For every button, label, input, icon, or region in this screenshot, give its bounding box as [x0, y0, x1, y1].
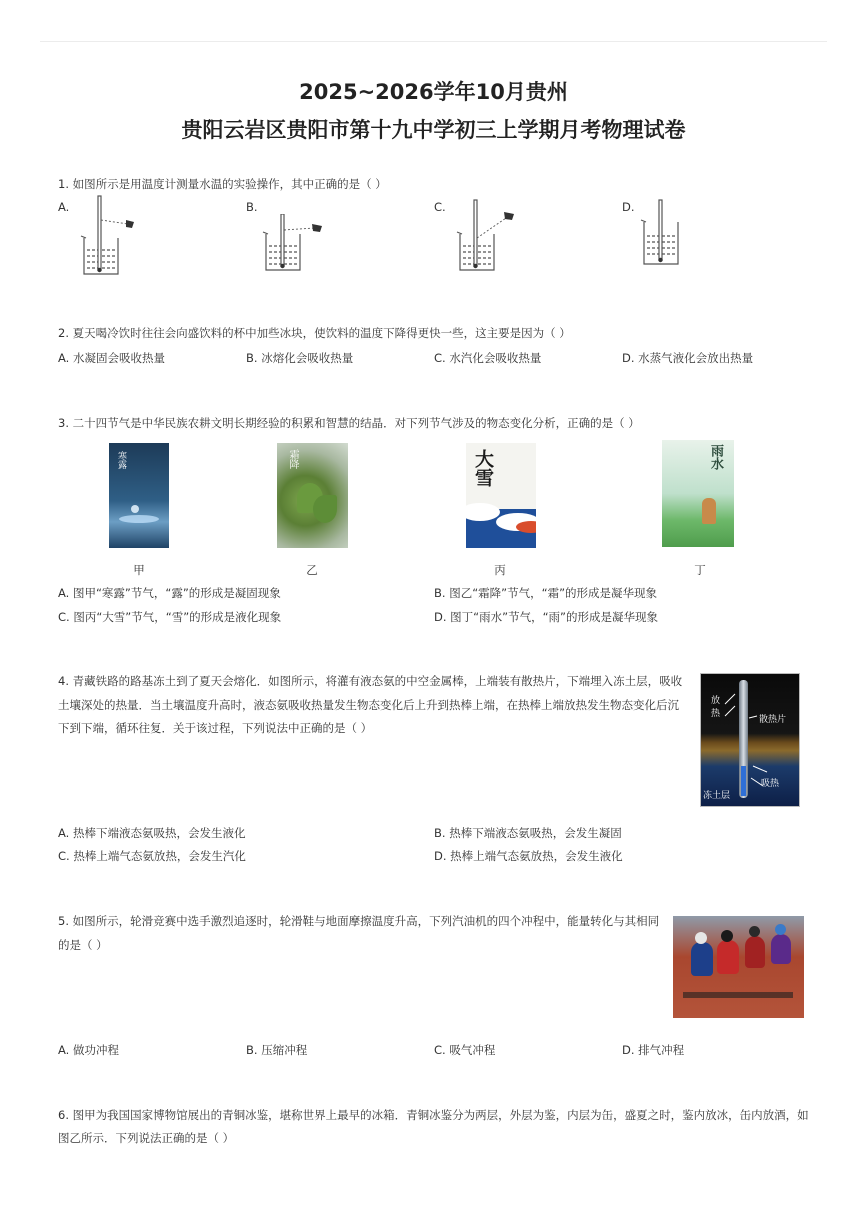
q2-option-b: B. 冰熔化会吸收热量 [246, 351, 354, 365]
q2-option-c: C. 水汽化会吸收热量 [434, 351, 542, 365]
question-3-stem: 3. 二十四节气是中华民族农耕文明长期经验的积累和智慧的结晶．对下列节气涉及的物态变化分析，正确的是（ ） [58, 416, 640, 430]
poster-hanlu-text: 寒露 [116, 451, 126, 469]
question-6-stem-line2: 图乙所示．下列说法正确的是（ ） [58, 1131, 235, 1145]
page-title-line1: 2025~2026学年10月贵州 [299, 80, 568, 104]
q3-option-c: C. 图丙“大雪”节气，“雪”的形成是液化现象 [58, 610, 282, 624]
question-4-stem-line3: 下到下端，循环往复．关于该过程，下列说法中正确的是（ ） [58, 721, 373, 735]
question-4-stem-line1: 4. 青藏铁路的路基冻土到了夏天会熔化．如图所示，将灌有液态氨的中空金属棒，上端装有散热片，下端埋入冻土层，吸收 [58, 674, 683, 688]
poster-daxue-text: 大雪 [472, 449, 494, 487]
q1-figure-a [76, 194, 146, 278]
poster-yushui-text: 雨水 [708, 444, 723, 470]
q4-option-d: D. 热棒上端气态氨放热，会发生液化 [434, 849, 623, 863]
q3-option-d: D. 图丁“雨水”节气，“雨”的形成是凝华现象 [434, 610, 658, 624]
q4-label-re: 热 [711, 709, 721, 719]
q4-option-b: B. 热棒下端液态氨吸热，会发生凝固 [434, 826, 622, 840]
poster-shuangjiang-text: 霜降 [287, 449, 298, 469]
q3-poster-shuangjiang [277, 443, 348, 548]
q5-skating-photo [673, 916, 804, 1018]
page-title-line2: 贵阳云岩区贵阳市第十九中学初三上学期月考物理试卷 [181, 118, 686, 142]
q3-poster-hanlu [109, 443, 169, 548]
q4-option-a: A. 热棒下端液态氨吸热，会发生液化 [58, 826, 246, 840]
q1-option-b: B. [246, 200, 258, 214]
question-5-stem-line1: 5. 如图所示，轮滑竞赛中选手激烈追逐时，轮滑鞋与地面摩擦温度升高，下列汽油机的四个冲程中，能量转化与其相同 [58, 914, 660, 928]
q3-caption-jia: 甲 [133, 563, 145, 577]
q3-caption-ding: 丁 [694, 563, 706, 577]
q1-option-a: A. [58, 200, 70, 214]
q3-caption-yi: 乙 [306, 563, 318, 577]
q4-option-c: C. 热棒上端气态氨放热，会发生汽化 [58, 849, 246, 863]
q3-option-a: A. 图甲“寒露”节气，“露”的形成是凝固现象 [58, 586, 281, 600]
q4-label-sanrepian: 散热片 [759, 715, 787, 725]
q4-label-fang: 放 [711, 696, 721, 706]
header-divider [40, 41, 827, 42]
q1-option-d: D. [622, 200, 635, 214]
question-2-stem: 2. 夏天喝冷饮时往往会向盛饮料的杯中加些冰块，使饮料的温度下降得更快一些，这主要是因为（ ） [58, 326, 571, 340]
q3-poster-daxue [466, 443, 536, 548]
q5-option-b: B. 压缩冲程 [246, 1043, 308, 1057]
q2-option-d: D. 水蒸气液化会放出热量 [622, 351, 754, 365]
question-6-stem-line1: 6. 图甲为我国国家博物馆展出的青铜冰鉴，堪称世界上最早的冰箱．青铜冰鉴分为两层，外层为鉴，内层为缶，盛夏之时，鉴内放冰，缶内放酒，如 [58, 1108, 809, 1122]
q5-option-c: C. 吸气冲程 [434, 1043, 496, 1057]
q4-label-dongtuceng: 冻土层 [703, 791, 731, 801]
question-4-stem-line2: 土壤深处的热量．当土壤温度升高时，液态氨吸收热量发生物态变化后上升到热棒上端，在热棒上端放热发生物态变化后沉 [58, 698, 679, 712]
q5-option-a: A. 做功冲程 [58, 1043, 119, 1057]
q4-label-xire: 吸热 [761, 779, 780, 789]
q3-caption-bing: 丙 [494, 563, 506, 577]
q1-option-c: C. [434, 200, 446, 214]
question-5-stem-line2: 的是（ ） [58, 938, 108, 952]
q4-heat-pipe-figure [700, 673, 800, 807]
q1-figure-c [452, 198, 524, 274]
q5-option-d: D. 排气冲程 [622, 1043, 685, 1057]
q1-figure-d [640, 198, 690, 270]
q3-option-b: B. 图乙“霜降”节气，“霜”的形成是凝华现象 [434, 586, 658, 600]
q1-figure-b [262, 214, 334, 274]
q2-option-a: A. 水凝固会吸收热量 [58, 351, 165, 365]
question-1-stem: 1. 如图所示是用温度计测量水温的实验操作，其中正确的是（ ） [58, 177, 387, 191]
q3-poster-yushui [662, 440, 734, 547]
